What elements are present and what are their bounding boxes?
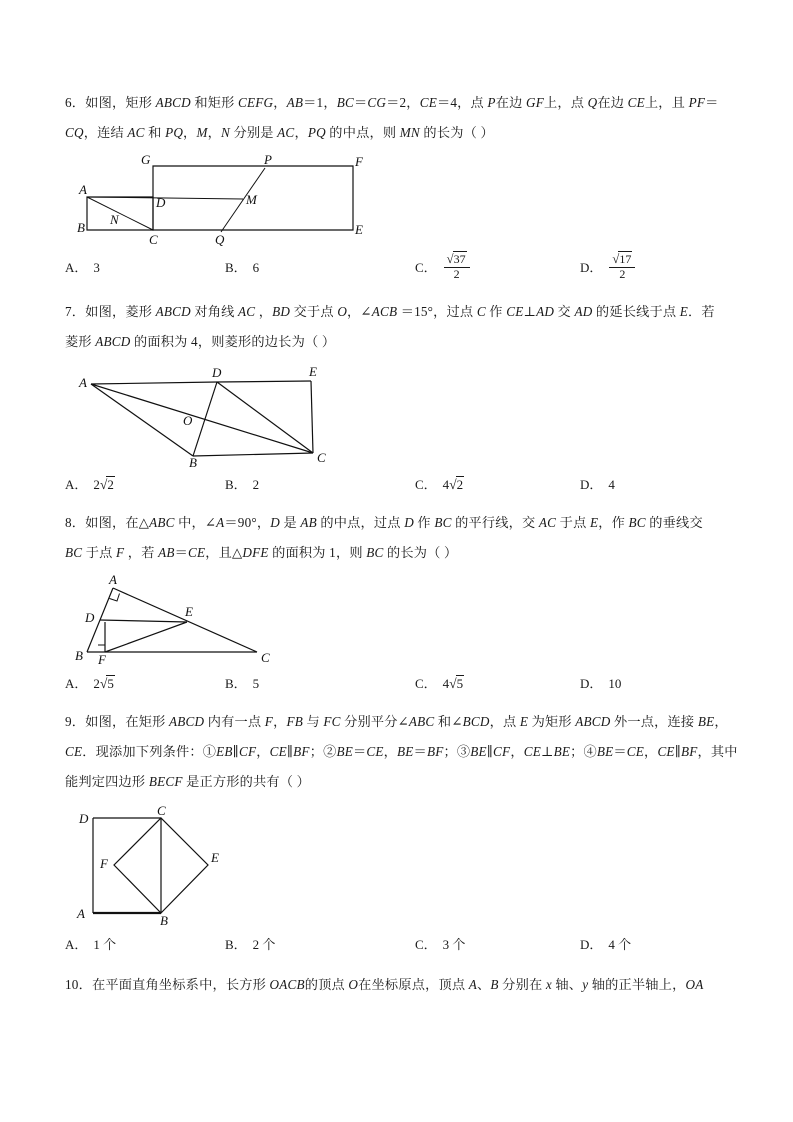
question-8-figure: [65, 572, 737, 667]
option-8-a-label: A．: [65, 675, 88, 691]
label-B: B: [160, 912, 168, 928]
label-E: E: [185, 603, 193, 619]
question-9-line-3: 能判定四边形 BECF 是正方形的共有（ ）: [65, 773, 311, 789]
question-7-options: [65, 474, 737, 496]
option-6-d-radicand: 17: [619, 252, 632, 266]
label-A: A: [79, 182, 87, 197]
label-Q: Q: [215, 232, 225, 247]
label-E: E: [309, 363, 317, 379]
label-A: A: [109, 571, 117, 587]
option-8-a-coefficient: 2: [93, 675, 100, 691]
label-B: B: [77, 220, 85, 235]
option-7-d-label: D．: [580, 476, 603, 492]
option-7-a-radicand: 2: [107, 476, 114, 492]
label-A: A: [77, 905, 85, 921]
label-F: F: [100, 855, 108, 871]
question-8-options: [65, 673, 737, 695]
label-O: O: [183, 412, 193, 428]
option-6-c-denominator: 2: [453, 266, 460, 281]
option-7-c-label: C．: [415, 476, 437, 492]
question-10: [65, 970, 737, 1000]
option-8-a[interactable]: A． 2 √5: [65, 673, 225, 695]
label-D: D: [85, 609, 95, 625]
label-G: G: [141, 152, 151, 167]
option-7-b-value: 2: [252, 476, 260, 492]
label-D: D: [79, 810, 89, 826]
option-6-c-numerator: √37: [444, 252, 470, 268]
label-M: M: [246, 192, 257, 207]
figure-rhombus-abcd-ce-perp-ad: [65, 363, 365, 468]
option-8-a-radicand: 5: [107, 675, 114, 691]
question-9-line-2: CE．现添加下列条件：①EB∥CF，CE∥BF；②BE＝CE，BE＝BF；③BE∥CF，CE⊥BE；④BE＝CE，CE∥BF，其中: [65, 743, 738, 759]
option-9-b-label: B．: [225, 936, 247, 952]
option-9-c-value: 3 个: [442, 936, 466, 952]
option-8-d[interactable]: [580, 673, 730, 695]
question-7-figure: [65, 363, 737, 468]
option-6-d-numerator: √17: [609, 252, 635, 268]
figure-rectangles-abcd-cefg: [65, 152, 385, 247]
question-6-text: [65, 88, 737, 148]
option-7-c[interactable]: C． 4 √2: [415, 474, 580, 496]
option-7-b-label: B．: [225, 476, 247, 492]
option-6-c[interactable]: [415, 253, 580, 283]
label-C: C: [157, 802, 166, 818]
option-8-c-coefficient: 4: [442, 675, 450, 691]
question-9-figure: [65, 803, 737, 928]
question-6-options: [65, 253, 737, 283]
option-6-a[interactable]: [65, 253, 225, 283]
option-6-a-label: A．: [65, 259, 88, 275]
question-9-line-1: 9．如图，在矩形 ABCD 内有一点 F，FB 与 FC 分别平分∠ABC 和∠BCD，点 E 为矩形 ABCD 外一点，连接 BE，: [65, 713, 728, 729]
option-8-c-radicand: 5: [456, 675, 464, 691]
option-9-b-value: 2 个: [252, 936, 276, 952]
option-6-b[interactable]: [225, 253, 415, 283]
option-6-d-label: D．: [580, 259, 603, 275]
question-9-options: [65, 934, 737, 956]
option-7-a-coefficient: 2: [93, 476, 100, 492]
figure-right-triangle-abc: [65, 572, 325, 667]
question-7-line-1: 7．如图，菱形 ABCD 对角线 AC ，BD 交于点 O，∠ACB ＝15°，过点 C 作 CE⊥AD 交 AD 的延长线于点 E．若: [65, 303, 715, 319]
option-6-c-fraction: [444, 252, 470, 282]
question-7-line-2: 菱形 ABCD 的面积为 4，则菱形的边长为（ ）: [65, 333, 336, 349]
option-6-c-radicand: 37: [453, 252, 466, 266]
label-A: A: [79, 374, 87, 390]
option-9-c[interactable]: [415, 934, 580, 956]
option-8-b-value: 5: [252, 675, 260, 691]
option-9-a[interactable]: [65, 934, 225, 956]
question-8: [65, 508, 737, 695]
option-6-d-denominator: 2: [619, 266, 626, 281]
question-7: [65, 297, 737, 496]
option-9-c-label: C．: [415, 936, 437, 952]
option-8-c[interactable]: C． 4 √5: [415, 673, 580, 695]
option-6-b-label: B．: [225, 259, 247, 275]
label-C: C: [317, 449, 326, 465]
label-P: P: [264, 152, 272, 167]
option-6-a-value: 3: [93, 259, 100, 275]
option-7-d-value: 4: [608, 476, 615, 492]
label-F: F: [355, 154, 363, 169]
question-9-text: [65, 707, 737, 797]
label-D: D: [156, 195, 166, 210]
label-E: E: [211, 849, 219, 865]
question-6-line-1: 6．如图，矩形 ABCD 和矩形 CEFG，AB＝1，BC＝CG＝2，CE＝4，点 P在边 GF上，点 Q在边 CE上，且 PF＝: [65, 95, 719, 110]
question-7-text: [65, 297, 737, 357]
question-6-figure: [65, 152, 737, 247]
question-9: [65, 707, 737, 956]
option-9-d-value: 4 个: [608, 936, 632, 952]
option-6-b-value: 6: [252, 259, 260, 275]
question-8-line-2: BC 于点 F ，若 AB＝CE，且△DFE 的面积为 1，则 BC 的长为（ ）: [65, 544, 458, 560]
option-6-d[interactable]: [580, 253, 730, 283]
question-8-text: [65, 508, 737, 568]
option-8-c-label: C．: [415, 675, 437, 691]
label-E: E: [355, 222, 363, 237]
option-7-c-coefficient: 4: [442, 476, 450, 492]
option-8-b[interactable]: [225, 673, 415, 695]
label-N: N: [110, 212, 119, 227]
option-7-a-label: A．: [65, 476, 88, 492]
option-8-b-label: B．: [225, 675, 247, 691]
question-10-text: [65, 970, 737, 1000]
label-B: B: [75, 647, 83, 663]
page-content: [65, 88, 737, 1000]
question-6-line-2: CQ，连结 AC 和 PQ，M，N 分别是 AC，PQ 的中点，则 MN 的长为（ ）: [65, 125, 494, 140]
question-10-line-1: 10．在平面直角坐标系中，长方形 OACB的顶点 O在坐标原点，顶点 A、B 分别在 x 轴、y 轴的正半轴上，OA: [65, 976, 704, 992]
option-7-c-radicand: 2: [456, 476, 464, 492]
option-9-a-value: 1 个: [93, 936, 117, 952]
label-C: C: [149, 232, 158, 247]
label-D: D: [212, 364, 222, 380]
figure-rectangle-abcd-square-becf: [65, 803, 295, 928]
option-6-d-fraction: [609, 252, 635, 282]
question-6: [65, 88, 737, 283]
question-8-line-1: 8．如图，在△ABC 中，∠A＝90°，D 是 AB 的中点，过点 D 作 BC 的平行线，交 AC 于点 E，作 BC 的垂线交: [65, 514, 703, 530]
option-9-a-label: A．: [65, 936, 88, 952]
option-6-c-label: C．: [415, 259, 437, 275]
option-8-d-label: D．: [580, 675, 603, 691]
option-7-b[interactable]: [225, 474, 415, 496]
label-C: C: [261, 649, 270, 665]
label-F: F: [98, 651, 106, 667]
option-9-d[interactable]: [580, 934, 730, 956]
label-B: B: [189, 454, 197, 468]
option-7-a[interactable]: A． 2 √2: [65, 474, 225, 496]
option-9-b[interactable]: [225, 934, 415, 956]
option-9-d-label: D．: [580, 936, 603, 952]
option-7-d[interactable]: [580, 474, 730, 496]
option-8-d-value: 10: [608, 675, 622, 691]
